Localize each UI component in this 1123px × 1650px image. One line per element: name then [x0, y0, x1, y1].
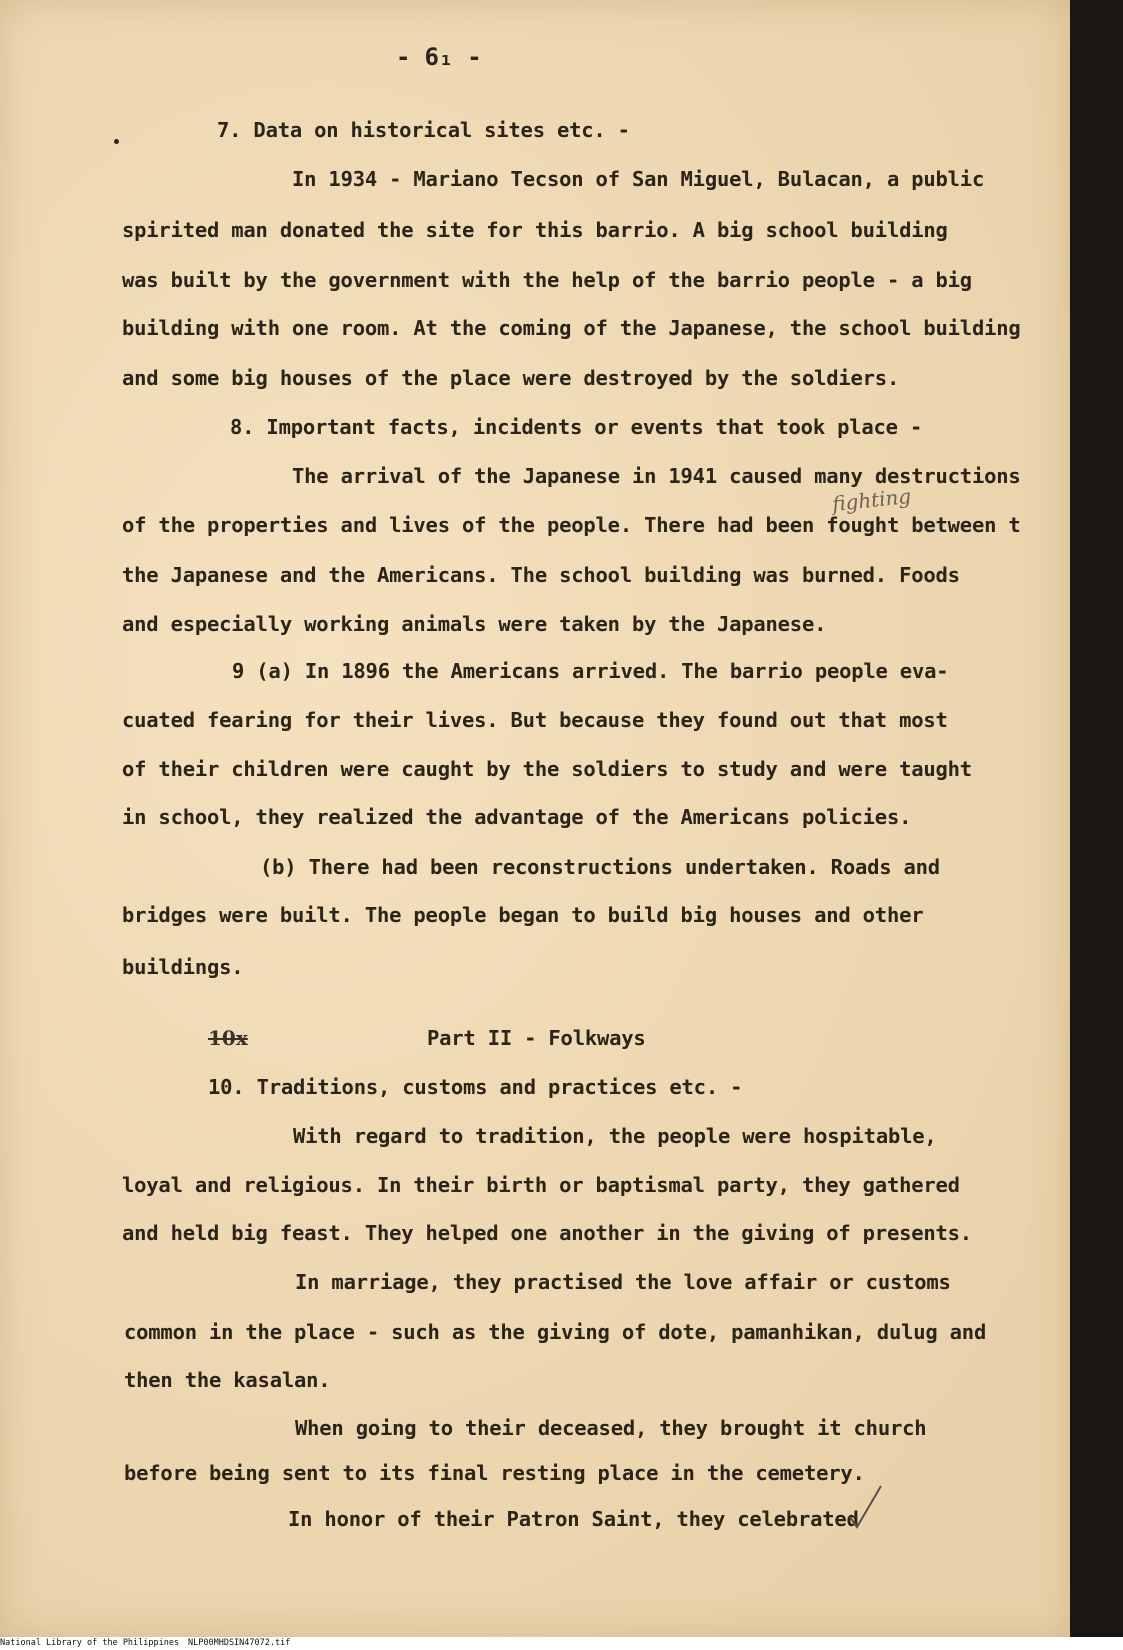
- part-heading: Part II - Folkways: [427, 1026, 646, 1050]
- text-line: common in the place - such as the giving of dote, pamanhikan, dulug and: [124, 1320, 987, 1344]
- section-heading-9b: (b) There had been reconstructions undertaken. Roads and: [260, 855, 940, 879]
- footer-filename: NLP00MHDSIN47072.tif: [188, 1638, 291, 1648]
- text-line: loyal and religious. In their birth or baptismal party, they gathered: [122, 1173, 960, 1197]
- text-line: cuated fearing for their lives. But because they found out that most: [122, 708, 948, 732]
- struck-number: 10x: [208, 1026, 248, 1050]
- text-line: In marriage, they practised the love affair or customs: [295, 1270, 951, 1294]
- footer-library: National Library of the Philippines: [0, 1638, 180, 1648]
- text-line: spirited man donated the site for this barrio. A big school building: [122, 218, 948, 242]
- text-line: before being sent to its final resting place in the cemetery.: [124, 1461, 865, 1485]
- text-line: In honor of their Patron Saint, they celebrated: [288, 1507, 859, 1531]
- section-heading-10: 10. Traditions, customs and practices etc. -: [208, 1075, 743, 1099]
- text-line: building with one room. At the coming of the Japanese, the school building: [122, 316, 1021, 340]
- text-line: then the kasalan.: [124, 1368, 331, 1392]
- text-line: in school, they realized the advantage of the Americans policies.: [122, 805, 912, 829]
- text-line: of their children were caught by the soldiers to study and were taught: [122, 757, 972, 781]
- text-line: and especially working animals were taken by the Japanese.: [122, 612, 827, 636]
- text-line: the Japanese and the Americans. The school building was burned. Foods: [122, 563, 960, 587]
- section-heading-9a: 9 (a) In 1896 the Americans arrived. The barrio people eva-: [232, 659, 949, 683]
- text-line: was built by the government with the help of the barrio people - a big: [122, 268, 972, 292]
- text-line: buildings.: [122, 955, 244, 979]
- scan-footer: [0, 1637, 1123, 1650]
- text-line: In 1934 - Mariano Tecson of San Miguel, Bulacan, a public: [292, 167, 985, 191]
- text-line: of the properties and lives of the people. There had been fought between t: [122, 513, 1021, 537]
- margin-dot: [114, 139, 119, 144]
- text-line: and some big houses of the place were destroyed by the soldiers.: [122, 366, 900, 390]
- page-number: - 6₁ -: [396, 43, 482, 71]
- text-line: When going to their deceased, they brought it church: [295, 1416, 927, 1440]
- section-heading-7: 7. Data on historical sites etc. -: [217, 118, 630, 142]
- text-line: The arrival of the Japanese in 1941 caused many destructions: [292, 464, 1021, 488]
- handwritten-check-mark: [845, 1482, 885, 1532]
- text-line: bridges were built. The people began to build big houses and other: [122, 903, 924, 927]
- text-line: With regard to tradition, the people were hospitable,: [293, 1124, 937, 1148]
- handwritten-correction: fighting: [830, 483, 913, 517]
- text-line: and held big feast. They helped one another in the giving of presents.: [122, 1221, 972, 1245]
- section-heading-8: 8. Important facts, incidents or events that took place -: [230, 415, 923, 439]
